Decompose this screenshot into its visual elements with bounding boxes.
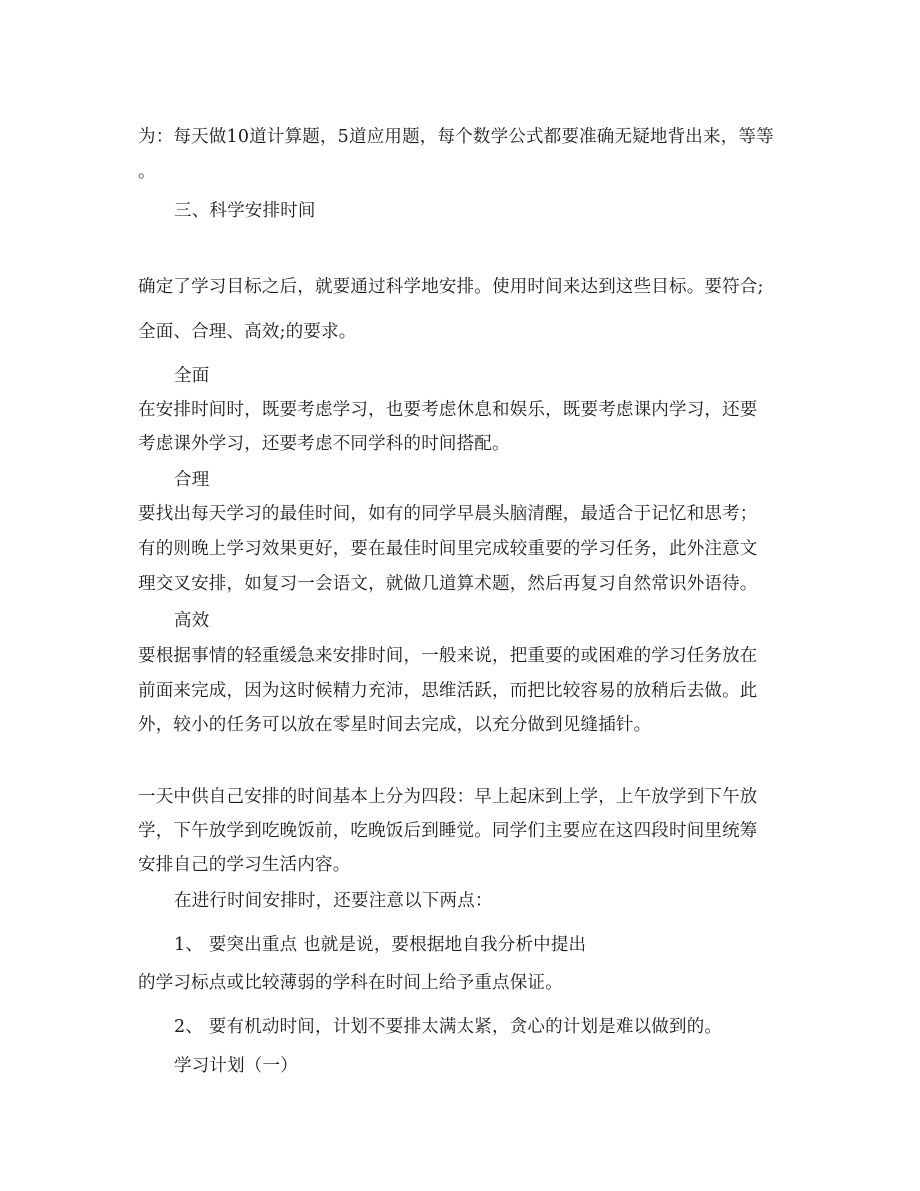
list-item: 2、 要有机动时间，计划不要排太满太紧，贪心的计划是难以做到的。 bbox=[174, 1017, 723, 1037]
section-heading: 学习计划（一） bbox=[174, 1056, 298, 1076]
text-line: 考虑课外学习，还要考虑不同学科的时间搭配。 bbox=[138, 434, 510, 454]
text-line: 一天中供自己安排的时间基本上分为四段：早上起床到上学，上午放学到下午放 bbox=[138, 787, 758, 807]
list-item: 1、 要突出重点 也就是说，要根据地自我分析中提出 bbox=[174, 935, 587, 955]
text-line: 的学习标点或比较薄弱的学科在时间上给予重点保证。 bbox=[138, 973, 563, 993]
text-line: 外，较小的任务可以放在零星时间去完成，以充分做到见缝插针。 bbox=[138, 715, 652, 735]
text-line: 理交叉安排，如复习一会语文，就做几道算术题，然后再复习自然常识外语待。 bbox=[138, 574, 758, 594]
text-line: 在进行时间安排时，还要注意以下两点： bbox=[174, 891, 493, 911]
text-line: 要根据事情的轻重缓急来安排时间，一般来说，把重要的或困难的学习任务放在 bbox=[138, 646, 758, 666]
subheading: 全面 bbox=[174, 366, 210, 386]
text-line: 要找出每天学习的最佳时间，如有的同学早晨头脑清醒，最适合于记忆和思考； bbox=[138, 504, 758, 524]
text-line: 有的则晚上学习效果更好，要在最佳时间里完成较重要的学习任务，此外注意文 bbox=[138, 539, 758, 559]
text-line: 。 bbox=[138, 162, 156, 182]
text-line: 前面来完成，因为这时候精力充沛，思维活跃，而把比较容易的放稍后去做。此 bbox=[138, 681, 758, 701]
section-heading: 三、科学安排时间 bbox=[174, 201, 316, 221]
text-line: 确定了学习目标之后，就要通过科学地安排。使用时间来达到这些目标。要符合; bbox=[138, 277, 764, 297]
text-line: 在安排时间时，既要考虑学习，也要考虑休息和娱乐，既要考虑课内学习，还要 bbox=[138, 400, 758, 420]
subheading: 合理 bbox=[174, 470, 210, 490]
text-line: 学，下午放学到吃晚饭前，吃晚饭后到睡觉。同学们主要应在这四段时间里统筹 bbox=[138, 821, 758, 841]
text-line: 为：每天做10道计算题，5道应用题，每个数学公式都要准确无疑地背出来，等等 bbox=[138, 127, 774, 147]
text-line: 全面、合理、高效;的要求。 bbox=[138, 322, 357, 342]
subheading: 高效 bbox=[174, 611, 210, 631]
text-line: 安排自己的学习生活内容。 bbox=[138, 855, 351, 875]
